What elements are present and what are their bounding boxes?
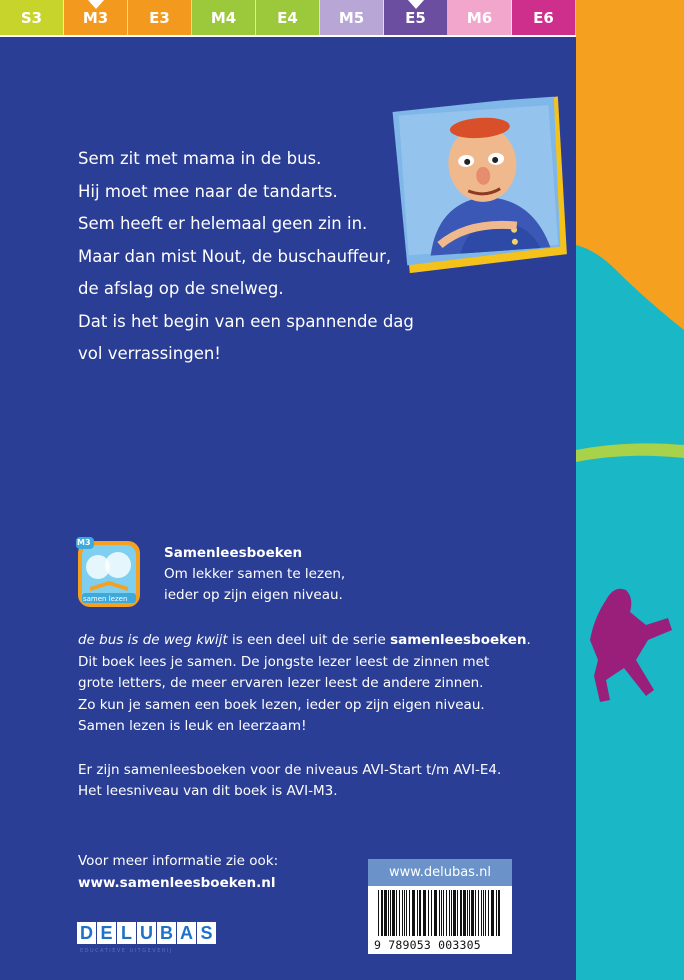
- barcode-bar: [406, 890, 407, 936]
- barcode-bar: [481, 890, 482, 936]
- publisher-letter: B: [157, 922, 176, 944]
- barcode-bar: [428, 890, 429, 936]
- barcode-bar: [478, 890, 479, 936]
- series-title: Samenleesboeken: [164, 545, 303, 561]
- barcode-bar: [431, 890, 432, 936]
- barcode-bar: [404, 890, 405, 936]
- series-name: samenleesboeken: [390, 632, 527, 648]
- level-m5: [320, 0, 384, 35]
- barcode-bar: [485, 890, 486, 936]
- barcode-bar: [378, 890, 379, 936]
- website-link[interactable]: www.samenleesboeken.nl: [78, 875, 276, 891]
- info-line: grote letters, de meer ervaren lezer leest de andere zinnen.: [78, 675, 484, 691]
- publisher-letter: D: [77, 922, 96, 944]
- level-e6: [512, 0, 576, 35]
- barcode-bar: [402, 890, 403, 936]
- barcode-bar: [475, 890, 476, 936]
- barcode-bar: [443, 890, 444, 936]
- level-label: M5: [338, 8, 365, 27]
- blurb-line: de afslag op de snelweg.: [78, 279, 284, 298]
- logo-caption: samen lezen: [83, 595, 128, 603]
- level-label: M3: [82, 8, 109, 27]
- barcode-bar: [390, 890, 391, 936]
- level-marker-icon: [88, 0, 104, 9]
- info-levels: [78, 760, 548, 803]
- level-e5: [384, 0, 448, 35]
- level-m6: [448, 0, 512, 35]
- level-label: E5: [405, 8, 426, 27]
- more-info: [78, 850, 278, 894]
- barcode-panel: [368, 859, 512, 954]
- barcode-bar: [392, 890, 395, 936]
- intro-mid: is een deel uit de serie: [227, 632, 391, 648]
- series-tagline: ieder op zijn eigen niveau.: [164, 587, 343, 603]
- info-line: Het leesniveau van dit boek is AVI-M3.: [78, 783, 338, 799]
- publisher-website: www.delubas.nl: [368, 859, 512, 886]
- barcode-bar: [471, 890, 474, 936]
- level-label: E4: [277, 8, 298, 27]
- barcode-bar: [384, 890, 387, 936]
- publisher-subtitle: EDUCATIEVE UITGEVERIJ: [80, 948, 173, 954]
- level-s3: [0, 0, 64, 35]
- barcode-bar: [439, 890, 440, 936]
- barcode-bar: [409, 890, 410, 936]
- barcode-bar: [467, 890, 468, 936]
- level-e4: [256, 0, 320, 35]
- publisher-letter: U: [137, 922, 156, 944]
- info-line: Dit boek lees je samen. De jongste lezer leest de zinnen met: [78, 653, 490, 670]
- barcode-bar: [399, 890, 400, 936]
- barcode-bar: [469, 890, 470, 936]
- intro-end: .: [526, 632, 531, 648]
- barcode-bar: [417, 890, 418, 936]
- barcode-bar: [441, 890, 442, 936]
- barcode-bar: [457, 890, 458, 936]
- blurb-line: Hij moet mee naar de tandarts.: [78, 181, 338, 201]
- blurb-line: Sem zit met mama in de bus.: [78, 149, 322, 168]
- book-title: de bus is de weg kwijt: [78, 632, 228, 648]
- series-tagline: Om lekker samen te lezen,: [164, 566, 346, 582]
- level-m4: [192, 0, 256, 35]
- cover-side-art: [576, 0, 684, 980]
- side-illustration: [576, 0, 684, 980]
- barcode-bar: [498, 890, 500, 936]
- barcode-bar: [491, 890, 494, 936]
- level-label: M6: [466, 8, 493, 27]
- barcode-bar: [381, 890, 383, 936]
- level-label: M4: [210, 8, 237, 27]
- isbn-number: 9 789053 003305: [374, 938, 506, 952]
- level-label: E3: [149, 8, 170, 27]
- barcode-bar: [451, 890, 452, 936]
- series-heading: [164, 543, 345, 606]
- avi-level-bar: [0, 0, 576, 37]
- blurb-line: Dat is het begin van een spannende dag: [78, 311, 414, 331]
- barcode-bar: [449, 890, 450, 936]
- publisher-logo: [77, 922, 216, 946]
- barcode-bar: [463, 890, 466, 936]
- info-line: Samen lezen is leuk en leerzaam!: [78, 718, 307, 734]
- level-m3: [64, 0, 128, 35]
- barcode-bar: [419, 890, 421, 936]
- barcode-bar: [396, 890, 397, 936]
- series-info: [78, 630, 548, 803]
- barcode-bar: [483, 890, 484, 936]
- barcode: [368, 886, 512, 954]
- barcode-bar: [488, 890, 489, 936]
- level-e3: [128, 0, 192, 35]
- bus-driver-illustration: [390, 96, 571, 277]
- barcode-bar: [460, 890, 462, 936]
- barcode-bars: [374, 890, 506, 936]
- publisher-letter: S: [197, 922, 216, 944]
- barcode-bar: [446, 890, 447, 936]
- blurb-line: Sem heeft er helemaal geen zin in.: [78, 214, 368, 233]
- publisher-letter: A: [177, 922, 196, 944]
- info-line: Er zijn samenleesboeken voor de niveaus AVI-Start t/m AVI-E4.: [78, 761, 502, 778]
- barcode-bar: [423, 890, 426, 936]
- info-intro: [78, 630, 548, 652]
- barcode-bar: [453, 890, 456, 936]
- barcode-bar: [496, 890, 497, 936]
- publisher-letter: E: [97, 922, 116, 944]
- level-label: S3: [20, 8, 43, 27]
- barcode-bar: [412, 890, 415, 936]
- level-label: E6: [533, 8, 554, 27]
- blurb-line: Maar dan mist Nout, de buschauffeur,: [78, 246, 392, 266]
- barcode-bar: [388, 890, 389, 936]
- level-marker-icon: [408, 0, 424, 9]
- more-info-label: Voor meer informatie zie ook:: [78, 853, 279, 869]
- blurb-line: vol verrassingen!: [78, 344, 221, 363]
- back-cover-blurb: [78, 143, 418, 371]
- logo-badge: M3: [77, 538, 91, 547]
- publisher-letter: L: [117, 922, 136, 944]
- barcode-bar: [434, 890, 437, 936]
- info-line: Zo kun je samen een boek lezen, ieder op zijn eigen niveau.: [78, 696, 485, 713]
